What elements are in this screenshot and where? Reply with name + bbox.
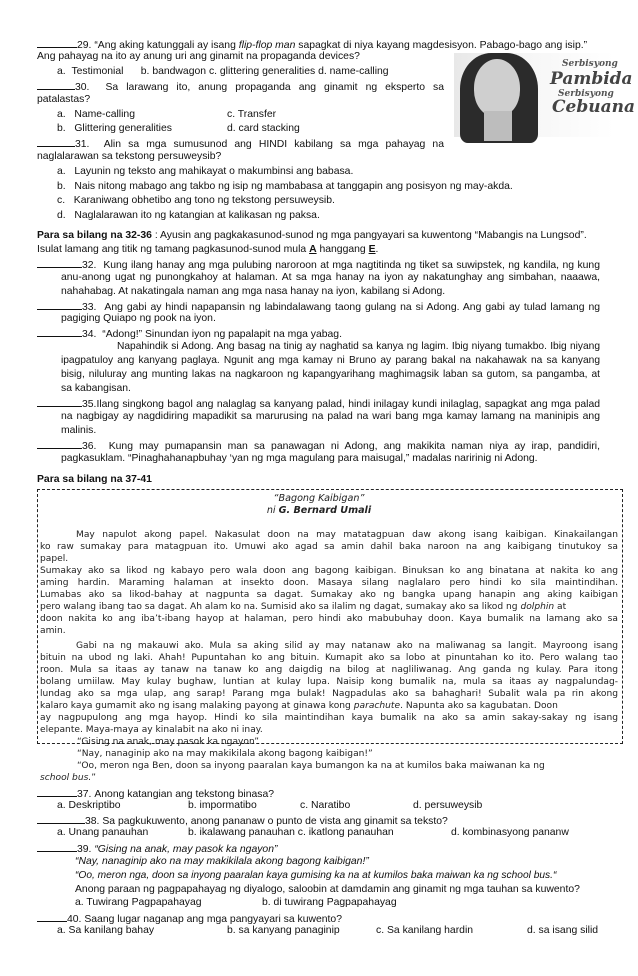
- story-p3-line4: bolang umiilaw. May kulay bughaw, luntian at kulay lupa. Naisip kong bumalik na, mula sa itaas ay nagpalundag-: [40, 677, 618, 687]
- story-dialogue-3: “Oo, meron nga Ben, doon sa inyong paaralan kaya bumangon ka na at kumilos baka maiwanan ka ng: [77, 761, 545, 771]
- ad-text-line3: Serbisyong: [558, 89, 614, 99]
- question-31-option-a: [57, 165, 353, 178]
- option-text: Glittering generalities: [74, 123, 172, 134]
- story-byline: [0, 505, 638, 517]
- question-39-option-b: b. di tuwirang Pagpapahayag: [262, 897, 397, 908]
- option-letter: c.: [57, 195, 66, 206]
- answer-blank[interactable]: [37, 79, 75, 90]
- question-number: 31.: [75, 139, 90, 150]
- answer-blank[interactable]: [37, 257, 82, 268]
- letter-a: A: [309, 244, 317, 255]
- question-36: [37, 438, 600, 453]
- question-36-line2: pagkasuklam. “Pinaghahanapbuhay ‘yan ng mga magulang para maisugal,” madalas naririnig ni Adong.: [61, 453, 538, 464]
- question-40-option-a: a. Sa kanilang bahay: [57, 925, 155, 936]
- story-p1-line2: ko raw sumakay para matagpuan ito. Umuwi ako agad sa amin dahil baka naroon na ang kaibigang tinutukoy sa: [40, 542, 618, 552]
- story-dialogue-1: “Gising na anak, may pasok ka ngayon”: [77, 737, 259, 747]
- story-p3-line3: roon. Mula sa itaas ay tanaw na tanaw ko ang daigdig na bilog at nagliliwanag. Ang ganda ng kulay. Para itong: [40, 665, 618, 675]
- instruction-text: hanggang: [316, 244, 369, 255]
- question-37-option-c: c. Naratibo: [300, 800, 351, 811]
- question-text: Anong katangian ang tekstong binasa?: [94, 789, 275, 800]
- answer-blank[interactable]: [37, 326, 82, 337]
- story-text: kalaro kaya gumamit ako ng isang malaking payong at ginawa kong: [40, 701, 354, 711]
- question-29-line2: Ang pahayag na ito ay anung uri ang ginamit na propaganda devices?: [37, 51, 360, 62]
- question-quote: “Gising na anak, may pasok ka ngayon”: [94, 844, 278, 855]
- question-35-line2: na nagbigay ay nagdidiring mapadikit sa marurusing na palad na wari bang mga kamay lamang na maninipis ang: [61, 411, 600, 422]
- question-39-quote-3: “Oo, meron nga, doon sa inyong paaralan kaya gumising ka na at kumilos baka maiwan ka ng school bus.“: [75, 870, 557, 881]
- neck-shape: [484, 111, 512, 141]
- question-text: Sa larawang ito, anung propaganda ang ginamit ng eksperto sa: [105, 82, 444, 93]
- question-number: 37.: [77, 789, 92, 800]
- question-35-line3: malinis.: [61, 425, 97, 436]
- story-p2-line6: amin.: [40, 626, 66, 636]
- question-33-line2: pagiging Quiapo ng pook na iyon.: [61, 313, 216, 324]
- question-number: 34.: [82, 329, 97, 340]
- question-31-option-d: [57, 209, 320, 222]
- question-number: 38.: [85, 816, 100, 827]
- story-emphasis: dolphin: [520, 602, 555, 612]
- question-30-option-c: c. Transfer: [227, 109, 277, 120]
- story-p1-line3: papel.: [40, 554, 69, 564]
- question-35: [37, 396, 600, 411]
- answer-blank[interactable]: [37, 841, 77, 852]
- question-30-option-b: [57, 122, 172, 135]
- question-number: 40.: [67, 914, 82, 925]
- story-dialogue-2: “Nay, nanaginip ako na may makikilala akong bagong kaibigan!”: [77, 749, 373, 759]
- question-number: 32.: [82, 260, 97, 271]
- question-32: [37, 257, 600, 272]
- option-text: Layunin ng teksto ang mahikayat o makumbinsi ang babasa.: [74, 166, 354, 177]
- question-text: Ang gabi ay hindi napapansin ng labindalawang taong gulang na si Adong. Ang gabi ay tulad lamang ng: [104, 302, 600, 313]
- story-p2-line5: doon nakita ko ang iba’t-ibang hayop at halaman, pero hindi ako mabubuhay doon. Kaya bumalik na lamang ako sa: [40, 614, 618, 624]
- question-number: 39.: [77, 844, 92, 855]
- story-p1-line1: May napulot akong papel. Nakasulat doon na may matatagpuan daw akong isang kaibigan. Kinakailangan: [76, 530, 618, 540]
- answer-blank[interactable]: [37, 136, 75, 147]
- story-title: “Bagong Kaibigan”: [273, 493, 365, 504]
- question-32-line3: nahahabag. At nakatingala naman ang mga nasa hanay na iyon, kabilang si Adong.: [61, 286, 446, 297]
- option-letter: a.: [57, 66, 66, 77]
- question-number: 33.: [82, 302, 97, 313]
- question-37-option-b: b. impormatibo: [188, 800, 257, 811]
- byline-prefix: ni: [266, 505, 279, 516]
- question-40: [37, 911, 342, 926]
- story-p2-line1: Sumakay ako sa likod ng kabayo pero wala doon ang bagong kaibigan. Binuksan ko ang binatana at nakita ko ang: [40, 566, 618, 576]
- question-39-stem: Anong paraan ng pagpapahayag ng diyalogo, saloobin at damdamin ang ginamit ng mga tauhan sa kuwento?: [75, 884, 580, 895]
- story-text: at: [554, 602, 567, 612]
- story-emphasis: parachute: [353, 701, 401, 711]
- letter-e: E: [368, 244, 376, 255]
- option-text: Nais nitong mabago ang takbo ng isip ng mambabasa at tanggapin ang posisyon ng may-akda.: [74, 181, 513, 192]
- ad-text-line4: Cebuana: [552, 97, 635, 117]
- option-text: Naglalarawan ito ng katangian at kalikasan ng paksa.: [74, 210, 320, 221]
- answer-blank[interactable]: [37, 438, 82, 449]
- instruction-text: : Ayusin ang pagkakasunod-sunod ng mga pangyayari sa kuwentong “Mabangis na Lungsod”.: [151, 230, 587, 241]
- question-text: Saang lugar naganap ang mga pangyayari sa kuwento?: [84, 914, 342, 925]
- answer-blank[interactable]: [37, 299, 82, 310]
- question-30-option-a: [57, 108, 135, 121]
- question-30-option-d: d. card stacking: [227, 123, 300, 134]
- option-letter: a.: [57, 109, 66, 120]
- question-text: Ilang singkong bagol ang nalaglag sa kanyang palad, hindi inilagay kundi inilaglag, sapagkat ang mga palad: [96, 399, 600, 410]
- section-heading: Para sa bilang na 32-36: [37, 230, 152, 241]
- story-p2-line3: Lumabas ako sa likod-bahay at nagpunta sa dagat. Sumakay ako ng bangka upang hanapin ang aking kaibigan: [40, 590, 618, 600]
- question-text: Sa pagkukuwento, anong pananaw o punto de vista ang ginamit sa teksto?: [102, 816, 448, 827]
- question-37-option-d: d. persuweysib: [413, 800, 483, 811]
- question-34: [37, 326, 342, 341]
- option-text: Karaniwang obhetibo ang tono ng tekstong persuweysib.: [73, 195, 335, 206]
- question-text: sapagkat di niya kayang magdesisyon. Pabago-bago ang isip.”: [295, 40, 588, 51]
- question-29-options: [57, 65, 389, 78]
- story-p3-line8: elepante. Maya-maya ay kinalabit na ako ni inay.: [40, 725, 263, 735]
- story-text: pero walang ibang tao sa dagat. Ah alam ko na. Sumisid ako sa ilalim ng dagat, sumakay ako sa likod ng: [40, 602, 521, 612]
- story-p2-line2: aming hardin. Maraming halaman at insekto doon. Masaya silang naglalaro pero hindi ko sila maintindihan.: [40, 578, 618, 588]
- story-p3-line7: ay nagpupulong ang mga hayop. Hindi ko sila maintindihan kaya bumalik na ako sa amin sakay-sakay ng isang: [40, 713, 618, 723]
- answer-blank[interactable]: [37, 37, 77, 48]
- question-39: [37, 841, 277, 856]
- question-30: [37, 79, 444, 94]
- question-32-line2: anu-anong ugat ng punongkahoy at halaman. At sa mga hanay na iyon ay nakatunghay ang simbahan, naaawa,: [61, 272, 600, 283]
- question-34-line2: Napahindik si Adong. Ang basag na tinig ay naghatid sa kanya ng lagim. Ibig niyang tumakbo. Ibig niyang: [117, 341, 600, 352]
- story-text: . Napunta ako sa kagubatan. Doon: [400, 701, 558, 711]
- story-p2-line4: [40, 601, 566, 613]
- question-38-option-b-c: b. ikalawang panauhan c. ikatlong panauhan: [188, 827, 394, 838]
- question-34-line5: sa kabangisan.: [61, 383, 131, 394]
- question-31-line2: naglalarawan sa tekstong persuweysib?: [37, 151, 222, 162]
- story-emphasis: school bus.: [40, 773, 92, 783]
- question-text: “Adong!” Sinundan iyon ng papalapit na mga yabag.: [102, 329, 342, 340]
- story-p3-line1: Gabi na ng makauwi ako. Mula sa aking silid ay may natanaw ako na maliwanag sa langit. Mayroong isang: [76, 641, 618, 651]
- question-39-option-a: a. Tuwirang Pagpapahayag: [75, 897, 202, 908]
- option-letter: b.: [57, 123, 66, 134]
- option-text: Name-calling: [74, 109, 135, 120]
- question-number: 30.: [75, 82, 90, 93]
- option-a: Testimonial: [71, 66, 124, 77]
- option-letter: d.: [57, 210, 66, 221]
- story-p3-line6: [40, 700, 558, 712]
- question-text: “Ang aking katunggali ay isang: [91, 40, 239, 51]
- instruction-text: Isulat lamang ang titik ng tamang pagkasunod-sunod mula: [37, 244, 310, 255]
- story-dialogue-3-end: [40, 772, 96, 784]
- section-32-36-instruction-line2: [37, 243, 378, 256]
- answer-blank[interactable]: [37, 786, 77, 797]
- question-38-option-a: a. Unang panauhan: [57, 827, 149, 838]
- question-30-line2: patalastas?: [37, 94, 91, 105]
- question-31-option-b: [57, 180, 513, 193]
- story-p3-line5: lundag ako sa mga ulap, ang sarap! Parang mga bulak! Nagpadulas ako sa bahaghari! Subalit wala pa rin akong: [40, 689, 618, 699]
- question-31-option-c: [57, 194, 335, 207]
- option-b-c-d: b. bandwagon c. glittering generalities d. name-calling: [140, 66, 389, 77]
- answer-blank[interactable]: [37, 396, 82, 407]
- question-text: Alin sa mga sumusunod ang HINDI kabilang sa mga pahayag na: [103, 139, 444, 150]
- question-37-option-a: a. Deskriptibo: [57, 800, 121, 811]
- question-40-option-b: b. sa kanyang panaginip: [227, 925, 340, 936]
- ad-text-line1: Serbisyong: [562, 59, 618, 69]
- story-text: ”: [91, 773, 96, 783]
- instruction-text: .: [375, 244, 379, 255]
- question-number: 36.: [82, 441, 97, 452]
- section-32-36-instruction: [37, 229, 587, 242]
- question-38: [37, 813, 448, 828]
- story-author: G. Bernard Umali: [278, 505, 372, 516]
- question-number: 35.: [82, 399, 97, 410]
- answer-blank[interactable]: [37, 813, 85, 824]
- advertisement-photo: [454, 53, 635, 137]
- question-34-line4: bisig, niluluray ang munting lakas na nagkaroon ng kapangyarihang maghimagsik laban sa gutom, sa pangamba, at: [61, 369, 600, 380]
- section-37-41-heading: Para sa bilang na 37-41: [37, 474, 152, 485]
- ad-text-line2: Pambida: [550, 69, 633, 89]
- question-text: Kung may pumapansin man sa panawagan ni Adong, ang makikita naman niya ay irap, pandidiri,: [108, 441, 601, 452]
- question-31: [37, 136, 444, 151]
- option-letter: b.: [57, 181, 66, 192]
- question-text: Kung ilang hanay ang mga pulubing naroroon at mga nagtitinda ng tiket sa suwipstek, ng kandila, ng kung: [103, 260, 600, 271]
- answer-blank[interactable]: [37, 911, 67, 922]
- question-34-line3: ipagpatuloy ang kanyang paglaya. Ngunit ang mga kamay ni Bruno ay parang bakal na nakahawak na sa kanyang: [61, 355, 600, 366]
- option-letter: a.: [57, 166, 66, 177]
- face-shape: [474, 59, 520, 117]
- question-38-option-d: d. kombinasyong pananw: [451, 827, 569, 838]
- question-39-quote-2: “Nay, nanaginip ako na may makikilala akong bagong kaibigan!”: [75, 856, 369, 867]
- story-p3-line2: bituin na ubod ng laki. Ahah! Pupuntahan ko ang bituin. Kumapit ako sa lobo at pinuntahan ko ito. Pero walang tao: [40, 653, 618, 663]
- question-number: 29.: [77, 40, 92, 51]
- question-40-option-d: d. sa isang silid: [527, 925, 599, 936]
- question-emphasis: flip-flop man: [238, 40, 296, 51]
- question-40-option-c: c. Sa kanilang hardin: [376, 925, 474, 936]
- question-37: [37, 786, 274, 801]
